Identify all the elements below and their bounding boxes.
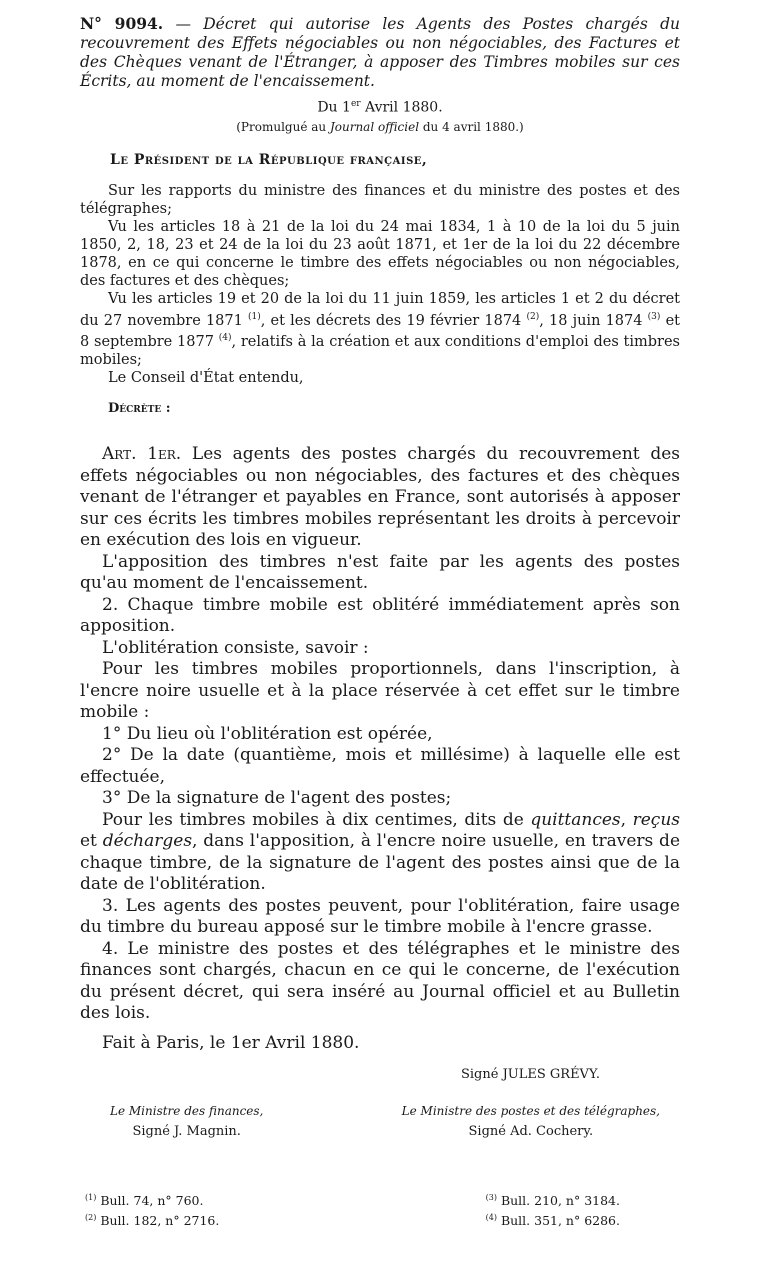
president-signature: Signé JULES GRÉVY.: [460, 1066, 600, 1082]
footnote-4: $^{(4)}$ Bull. 351, n° 6286.: [485, 1212, 620, 1229]
preamble-vu-1: Vu les articles 18 à 21 de la loi du 24 mai 1834, 1 à 10 de la loi du 5 juin 1850, 2, 18, 23 et 24 de la loi du 23 août 1871, et 1er de la loi du 22 décembre 1878, en ce qui concerne le timbre des effets négociables ou non négociables, des factures et des chèques;: [80, 218, 680, 289]
decree-number: N° 9094.: [80, 14, 164, 33]
fait-a-paris: Fait à Paris, le 1er Avril 1880.: [102, 1032, 360, 1053]
preamble-rapports: Sur les rapports du ministre des finances et du ministre des postes et des télégraphes;: [80, 182, 680, 217]
decree-title: [80, 14, 680, 91]
decree-page: [80, 14, 680, 1229]
minister-postes: [402, 1104, 660, 1139]
minister-postes-role: Le Ministre des postes et des télégraphes,: [401, 1103, 660, 1118]
footnotes-left: [85, 1189, 219, 1229]
article-2-para-3: Pour les timbres mobiles proportionnels, dans l'inscription, à l'encre noire usuelle et à la place réservée à cet effet sur le timbre mobile :: [80, 659, 680, 723]
footnote-3: $^{(3)}$ Bull. 210, n° 3184.: [485, 1192, 620, 1208]
decree-title-text: — Décret qui autorise les Agents des Postes chargés du recouvrement des Effets négociables ou non négociables, des Factures et des Chèques venant de l'Étranger, à apposer des Timbres mobiles sur ces Écrits, au moment de l'encaissement.: [80, 15, 680, 90]
article-1-para-2: L'apposition des timbres n'est faite par les agents des postes qu'au moment de l'encaissement.: [80, 551, 680, 594]
preamble-conseil: Le Conseil d'État entendu,: [108, 370, 304, 387]
article-2-para-2: L'oblitération consiste, savoir :: [102, 637, 369, 658]
footnotes-right: [486, 1189, 620, 1229]
footnote-2: $^{(2)}$ Bull. 182, n° 2716.: [85, 1212, 220, 1229]
footnotes: [85, 1189, 620, 1229]
minister-finances: [110, 1104, 263, 1139]
article-2-item-1: 1° Du lieu où l'oblitération est opérée,: [102, 723, 433, 744]
article-1: Art. 1er. Les agents des postes chargés du recouvrement des effets négociables ou non négociables, des factures et des chèques venant de l'étranger et payables en France, sont autorisés à apposer sur ces écrits les timbres mobiles représentant les droits à percevoir en exécution des lois en vigueur.: [80, 444, 680, 551]
article-4: 4. Le ministre des postes et des télégraphes et le ministre des finances sont chargés, chacun en ce qui le concerne, de l'exécution du présent décret, qui sera inséré au Journal officiel et au Bulletin des lois.: [80, 938, 680, 1024]
article-2: 2. Chaque timbre mobile est oblitéré immédiatement après son apposition.: [80, 594, 680, 637]
preamble-vu-2: Vu les articles 19 et 20 de la loi du 11 juin 1859, les articles 1 et 2 du décret du 27 novembre 1871 $^{(1)}$, et les décrets des 19 février 1874 $^{(2)}$, 18 juin 1874 $^{(3)}$ et 8 septembre 1877 $^{(4)}$, relatifs à la création et aux conditions d'emploi des timbres mobiles;: [80, 290, 680, 369]
article-2-item-2: 2° De la date (quantième, mois et millésime) à laquelle elle est effectuée,: [80, 745, 680, 787]
minister-finances-signature: Signé J. Magnin.: [132, 1123, 241, 1139]
minister-finances-role: Le Ministre des finances,: [110, 1103, 264, 1118]
footnote-1: $^{(1)}$ Bull. 74, n° 760.: [85, 1192, 204, 1208]
minister-postes-signature: Signé Ad. Cochery.: [468, 1123, 594, 1139]
promulgation-note: (Promulgué au Journal officiel du 4 avril 1880.): [236, 119, 524, 134]
article-3: 3. Les agents des postes peuvent, pour l'oblitération, faire usage du timbre du bureau apposé sur le timbre mobile à l'encre grasse.: [80, 895, 680, 938]
president-heading: Le Président de la République française,: [110, 151, 428, 168]
article-2-para-dix: Pour les timbres mobiles à dix centimes, dits de quittances, reçus et décharges, dans l'apposition, à l'encre noire usuelle, en travers de chaque timbre, de la signature de l'agent des postes ainsi que de la date de l'oblitération.: [80, 809, 681, 895]
decrete-heading: Décrète :: [108, 401, 171, 417]
decree-date: Du 1er Avril 1880.: [317, 99, 443, 116]
minister-signatures: [110, 1104, 660, 1139]
article-2-item-3: 3° De la signature de l'agent des postes;: [102, 788, 452, 809]
